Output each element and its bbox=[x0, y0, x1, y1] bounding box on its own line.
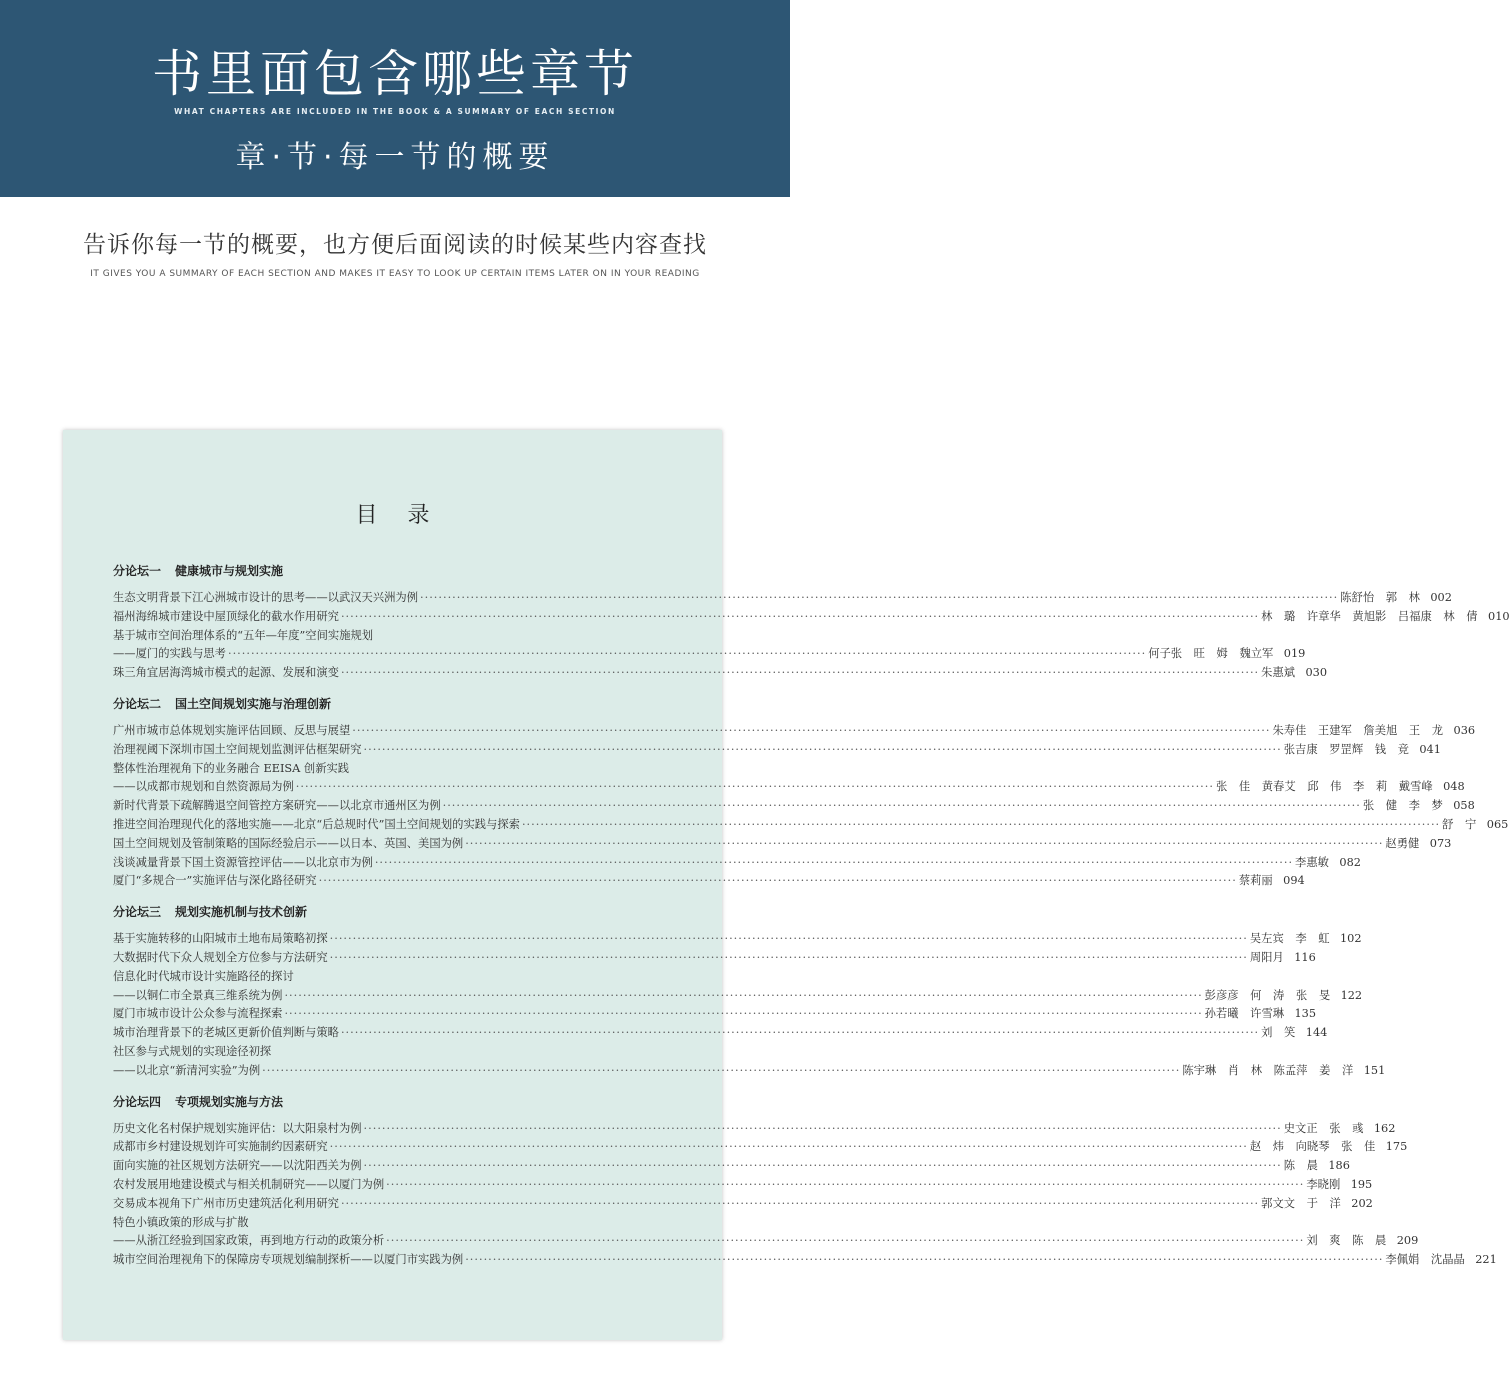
entry-page: 082 bbox=[1339, 855, 1361, 869]
book-toc-page bbox=[63, 430, 1510, 1340]
toc-section bbox=[113, 562, 1510, 683]
entry-title: 生态文明背景下江心洲城市设计的思考——以武汉天兴洲为例 bbox=[113, 591, 419, 604]
section-name: 国土空间规划实施与治理创新 bbox=[175, 696, 332, 711]
entry-page: 048 bbox=[1443, 780, 1465, 794]
section-heading bbox=[113, 562, 664, 579]
section-name: 专项规划实施与方法 bbox=[175, 1094, 284, 1109]
toc-entry-title-line bbox=[113, 1214, 664, 1233]
section-heading bbox=[113, 1093, 664, 1110]
entry-title: 推进空间治理现代化的落地实施——北京“后总规时代”国土空间规划的实践与探索 bbox=[113, 817, 520, 831]
entry-title: ——以成都市规划和自然资源局为例 bbox=[113, 780, 294, 794]
section-heading bbox=[113, 903, 664, 920]
entry-title: 厦门“多规合一”实施评估与深化路径研究 bbox=[113, 874, 317, 888]
entry-page: 122 bbox=[1340, 988, 1363, 1002]
toc-section bbox=[113, 695, 1509, 891]
entry-page: 151 bbox=[1363, 1063, 1386, 1077]
entry-title: 城市空间治理视角下的保障房专项规划编制探析——以厦门市实践为例 bbox=[113, 1253, 464, 1267]
entry-title: ——以铜仁市全景真三维系统为例 bbox=[113, 988, 283, 1002]
entry-title: ——以北京“新清河实验”为例 bbox=[113, 1063, 261, 1077]
dot-leader: ········································································································································································································ bbox=[363, 1121, 1282, 1135]
entry-authors: 林 璐 许章华 黄旭影 吕福康 林 倩 bbox=[1261, 609, 1478, 623]
entry-authors: 朱寿佳 王建军 詹美旭 王 龙 bbox=[1272, 723, 1444, 737]
entry-authors: 赵 炜 向晓琴 张 佳 bbox=[1249, 1140, 1376, 1154]
entry-title: 面向实施的社区规划方法研究——以沈阳西关为例 bbox=[113, 1159, 362, 1173]
entry-authors: 何子张 旺 姆 魏立军 bbox=[1148, 647, 1274, 661]
entry-authors: 周阳月 bbox=[1249, 950, 1284, 964]
entry-authors: 蔡莉丽 bbox=[1238, 874, 1273, 888]
entry-title: 基于实施转移的山阳城市土地布局策略初探 bbox=[113, 932, 328, 946]
entry-page: 186 bbox=[1328, 1159, 1350, 1173]
toc-entry bbox=[113, 645, 1306, 664]
entry-authors: 陈 晨 bbox=[1283, 1159, 1318, 1173]
section-heading bbox=[113, 695, 664, 712]
toc-entry-title-line bbox=[113, 627, 664, 646]
dot-leader: ········································································································································································································ bbox=[465, 1253, 1384, 1267]
toc-entry bbox=[113, 835, 1452, 854]
dot-leader: ········································································································································································································ bbox=[340, 1196, 1260, 1210]
entry-title: 浅谈减量背景下国土资源管控评估——以北京市为例 bbox=[113, 855, 373, 869]
toc-entry bbox=[113, 1005, 1317, 1024]
dot-leader: ········································································································································································································ bbox=[318, 874, 1237, 888]
entry-title: 治理视阈下深圳市国土空间规划监测评估框架研究 bbox=[113, 742, 362, 756]
entry-title: 社区参与式规划的实现途径初探 bbox=[113, 1044, 272, 1058]
entry-title: 珠三角宜居海湾城市模式的起源、发展和演变 bbox=[113, 666, 339, 680]
section-label: 分论坛一 bbox=[113, 564, 162, 578]
entry-title: 新时代背景下疏解腾退空间管控方案研究——以北京市通州区为例 bbox=[113, 799, 441, 813]
entry-authors: 张 佳 黄春艾 邱 伟 李 莉 戴雪峰 bbox=[1215, 780, 1433, 794]
entry-title: 特色小镇政策的形成与扩散 bbox=[113, 1215, 249, 1229]
section-label: 分论坛三 bbox=[113, 905, 162, 920]
dot-leader: ········································································································································································································ bbox=[227, 647, 1147, 661]
entry-title: 历史文化名村保护规划实施评估：以大阳泉村为例 bbox=[113, 1121, 362, 1135]
toc-entry bbox=[113, 1138, 1408, 1157]
entry-page: 221 bbox=[1475, 1253, 1497, 1267]
entry-authors: 陈宇琳 肖 林 陈孟萍 姜 洋 bbox=[1182, 1063, 1354, 1077]
dot-leader: ········································································································································································································ bbox=[363, 742, 1282, 756]
entry-authors: 舒 宁 bbox=[1442, 817, 1477, 831]
entry-authors: 张 健 李 梦 bbox=[1362, 799, 1443, 813]
entry-page: 041 bbox=[1419, 742, 1441, 756]
toc-entry bbox=[113, 1176, 1373, 1195]
section-name: 健康城市与规划实施 bbox=[175, 564, 284, 578]
entry-authors: 孙若曦 许雪琳 bbox=[1204, 1007, 1285, 1021]
dot-leader: ········································································································································································································ bbox=[374, 855, 1294, 869]
entry-authors: 李佩娟 沈晶晶 bbox=[1385, 1253, 1465, 1267]
toc-entry bbox=[113, 664, 1328, 683]
toc-entry bbox=[113, 589, 1452, 608]
dot-leader: ········································································································································································································ bbox=[386, 1234, 1305, 1248]
toc-entry bbox=[113, 608, 1510, 627]
entry-page: 058 bbox=[1453, 799, 1475, 813]
toc-entry bbox=[113, 741, 1441, 760]
entry-page: 030 bbox=[1305, 666, 1328, 680]
toc-entry bbox=[113, 872, 1305, 891]
entry-title: 农村发展用地建设模式与相关机制研究——以厦门为例 bbox=[113, 1177, 385, 1191]
entry-page: 019 bbox=[1283, 647, 1306, 661]
intro-text-cn: 告诉你每一节的概要，也方便后面阅读的时候某些内容查找 bbox=[83, 232, 707, 258]
entry-authors: 刘 爽 陈 晨 bbox=[1306, 1234, 1387, 1248]
entry-title: 交易成本视角下广州市历史建筑活化利用研究 bbox=[113, 1196, 339, 1210]
entry-authors: 吴左宾 李 虹 bbox=[1249, 932, 1330, 946]
toc-entry bbox=[113, 854, 1361, 873]
entry-page: 195 bbox=[1350, 1177, 1373, 1191]
toc-section bbox=[113, 1093, 1497, 1270]
entry-title: 国土空间规划及管制策略的国际经验启示——以日本、英国、美国为例 bbox=[113, 836, 464, 850]
dot-leader: ········································································································································································································ bbox=[465, 836, 1384, 850]
dot-leader: ········································································································································································································ bbox=[442, 799, 1361, 813]
dot-leader: ········································································································································································································ bbox=[329, 1140, 1248, 1154]
toc-section bbox=[113, 903, 1386, 1080]
entry-page: 209 bbox=[1396, 1234, 1419, 1248]
toc-entry-title-line bbox=[113, 968, 664, 987]
dot-leader: ········································································································································································································ bbox=[521, 817, 1441, 831]
dot-leader: ········································································································································································································ bbox=[340, 609, 1260, 623]
entry-authors: 赵勇健 bbox=[1385, 836, 1420, 850]
entry-authors: 朱惠斌 bbox=[1261, 666, 1296, 680]
entry-authors: 李晓刚 bbox=[1306, 1177, 1341, 1191]
dot-leader: ········································································································································································································ bbox=[262, 1063, 1181, 1077]
toc-entry bbox=[113, 1024, 1328, 1043]
entry-page: 036 bbox=[1453, 723, 1476, 737]
toc-list bbox=[113, 562, 1510, 1282]
entry-page: 094 bbox=[1283, 874, 1305, 888]
entry-title: 整体性治理视角下的业务融合 EEISA 创新实践 bbox=[113, 761, 350, 775]
entry-page: 135 bbox=[1294, 1007, 1317, 1021]
dot-leader: ········································································································································································································ bbox=[352, 723, 1271, 737]
entry-title: 城市治理背景下的老城区更新价值判断与策略 bbox=[113, 1026, 339, 1040]
dot-leader: ········································································································································································································ bbox=[363, 1159, 1282, 1173]
toc-entry bbox=[113, 1157, 1350, 1176]
toc-entry-title-line bbox=[113, 1043, 664, 1062]
dot-leader: ········································································································································································································ bbox=[284, 988, 1203, 1002]
dot-leader: ········································································································································································································ bbox=[420, 591, 1339, 604]
entry-page: 073 bbox=[1429, 836, 1452, 850]
entry-page: 002 bbox=[1430, 591, 1452, 604]
entry-title: 基于城市空间治理体系的“五年—年度”空间实施规划 bbox=[113, 628, 374, 642]
dot-leader: ········································································································································································································ bbox=[295, 780, 1214, 794]
entry-title: 福州海绵城市建设中屋顶绿化的截水作用研究 bbox=[113, 609, 339, 623]
dot-leader: ········································································································································································································ bbox=[340, 666, 1260, 680]
intro-text-en: IT GIVES YOU A SUMMARY OF EACH SECTION AND MAKES IT EASY TO LOOK UP CERTAIN ITEMS LATER ON IN YOUR READING bbox=[90, 269, 700, 279]
entry-authors: 陈舒怡 郭 林 bbox=[1340, 591, 1420, 604]
entry-page: 162 bbox=[1373, 1121, 1396, 1135]
banner-subtitle-en: WHAT CHAPTERS ARE INCLUDED IN THE BOOK & A SUMMARY OF EACH SECTION bbox=[174, 107, 616, 116]
toc-entry bbox=[113, 1062, 1386, 1081]
toc-entry bbox=[113, 778, 1465, 797]
entry-page: 116 bbox=[1294, 950, 1316, 964]
toc-entry bbox=[113, 1120, 1396, 1139]
section-label: 分论坛二 bbox=[113, 696, 162, 711]
entry-page: 202 bbox=[1351, 1196, 1373, 1210]
toc-entry bbox=[113, 930, 1362, 949]
entry-title: 厦门市城市设计公众参与流程探索 bbox=[113, 1007, 283, 1021]
toc-entry bbox=[113, 816, 1509, 835]
section-name: 规划实施机制与技术创新 bbox=[175, 905, 308, 920]
entry-page: 144 bbox=[1305, 1026, 1328, 1040]
entry-authors: 李惠敏 bbox=[1295, 855, 1329, 869]
banner-title: 书里面包含哪些章节 bbox=[152, 45, 638, 103]
toc-entry bbox=[113, 1195, 1373, 1214]
toc-entry-title-line bbox=[113, 760, 664, 779]
entry-authors: 张吉康 罗罡辉 钱 竞 bbox=[1283, 742, 1409, 756]
entry-authors: 彭彦彦 何 涛 张 旻 bbox=[1204, 988, 1331, 1002]
dot-leader: ········································································································································································································ bbox=[386, 1177, 1305, 1191]
header-banner bbox=[0, 0, 790, 197]
toc-entry bbox=[113, 987, 1363, 1006]
entry-page: 065 bbox=[1486, 817, 1509, 831]
entry-authors: 郭文文 于 洋 bbox=[1261, 1196, 1341, 1210]
dot-leader: ········································································································································································································ bbox=[340, 1026, 1260, 1040]
dot-leader: ········································································································································································································ bbox=[284, 1007, 1203, 1021]
entry-page: 175 bbox=[1385, 1140, 1408, 1154]
entry-authors: 刘 笑 bbox=[1261, 1026, 1296, 1040]
toc-title: 目录 bbox=[355, 503, 460, 528]
dot-leader: ········································································································································································································ bbox=[329, 932, 1248, 946]
toc-entry bbox=[113, 722, 1476, 741]
entry-page: 010 bbox=[1488, 609, 1510, 623]
entry-title: 广州市城市总体规划实施评估回顾、反思与展望 bbox=[113, 723, 351, 737]
banner-subtitle-cn: 章·节·每一节的概要 bbox=[235, 140, 555, 175]
entry-title: 信息化时代城市设计实施路径的探讨 bbox=[113, 969, 294, 983]
entry-title: ——厦门的实践与思考 bbox=[113, 647, 226, 661]
entry-page: 102 bbox=[1339, 932, 1362, 946]
entry-authors: 史文正 张 彧 bbox=[1283, 1121, 1364, 1135]
toc-entry bbox=[113, 1251, 1497, 1270]
section-label: 分论坛四 bbox=[113, 1094, 162, 1109]
toc-entry bbox=[113, 1232, 1419, 1251]
entry-title: 大数据时代下众人规划全方位参与方法研究 bbox=[113, 950, 328, 964]
entry-title: ——从浙江经验到国家政策，再到地方行动的政策分析 bbox=[113, 1234, 385, 1248]
dot-leader: ········································································································································································································ bbox=[329, 950, 1248, 964]
toc-entry bbox=[113, 797, 1475, 816]
entry-title: 成都市乡村建设规划许可实施制约因素研究 bbox=[113, 1140, 328, 1154]
toc-entry bbox=[113, 949, 1316, 968]
